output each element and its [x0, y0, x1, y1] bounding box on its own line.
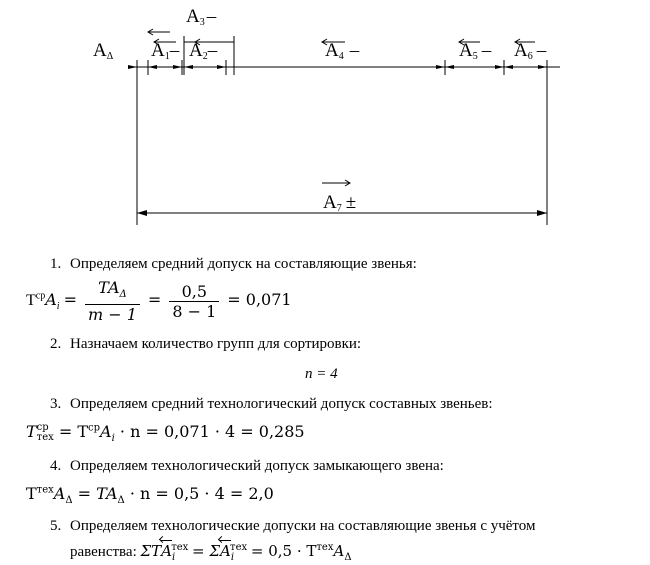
step-text: Определяем средний технологический допуск составных звеньев:	[70, 396, 493, 412]
step-text: Назначаем количество групп для сортировки:	[70, 336, 362, 352]
label-a4: A4 –	[325, 40, 360, 62]
label-a5: A5 –	[459, 40, 492, 62]
formula-tech-average-tolerance: T ср тех = $Т^{ср}A_i \cdot n = 0,071 \cdot 4 = 0,285$	[26, 421, 305, 445]
step-number: 2.	[50, 336, 62, 352]
label-a1: A1–	[151, 40, 180, 62]
step-text: Определяем технологические допуски на составляющие звенья с учётом	[70, 518, 536, 534]
label-a-delta: AΔ	[93, 40, 114, 62]
dimension-chain-diagram	[0, 0, 650, 235]
label-a7: A7 ±	[323, 192, 357, 214]
step-number: 3.	[50, 396, 62, 412]
formula-average-tolerance: $Т^{ср}A_i$ = $\frac{TA_\Delta}{m - 1}$ = $\frac{0,5}{8 - 1}$ = 0,071	[26, 278, 292, 325]
label-a2: A2–	[189, 40, 218, 62]
formula-closing-link-tolerance: $Т^{тех}A_\Delta = TA_\Delta \cdot n = 0,5 \cdot 4 = 2,0$	[26, 484, 274, 507]
step-number: 4.	[50, 458, 62, 474]
step-text: Определяем средний допуск на составляющие звенья:	[70, 256, 417, 272]
step-number: 5.	[50, 518, 62, 534]
label-a6: A6 –	[514, 40, 547, 62]
formula-group-count: n = 4	[305, 366, 338, 382]
step-text: Определяем технологический допуск замыкающего звена:	[70, 458, 444, 474]
formula-equality: равенства: $\Sigma ТA_i^{тех} = \Sigma A_i^{тех} = 0,5 \cdot Т^{тех}A_\Delta$	[70, 542, 352, 563]
label-a3: A3 –	[186, 6, 217, 28]
step-number: 1.	[50, 256, 62, 272]
